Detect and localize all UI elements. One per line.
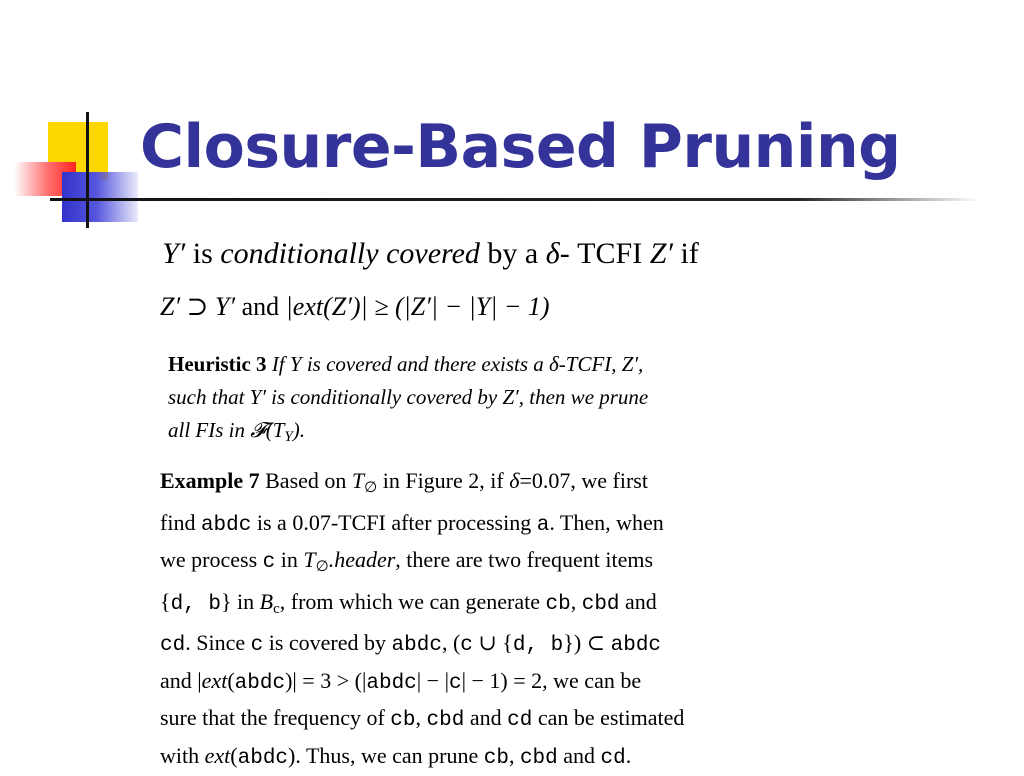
text-run: we process — [160, 547, 263, 572]
text-run: c — [251, 634, 264, 657]
text-run: . Then, when — [549, 510, 663, 535]
heuristic-label: Heuristic 3 — [168, 352, 267, 376]
example-line — [160, 701, 850, 739]
text-run: , — [571, 589, 582, 614]
slide-title: Closure-Based Pruning — [140, 112, 901, 182]
text-run: d, b — [513, 634, 563, 657]
text-run: c — [263, 551, 276, 574]
text-run: d, b — [171, 593, 221, 616]
text-run: | − | — [417, 668, 449, 693]
example-line — [160, 464, 850, 506]
text-run: can be estimated — [532, 705, 684, 730]
heuristic-text-1: If Y is covered and there exists a δ-TCFI, Z′, — [267, 352, 644, 376]
text-run: } in — [221, 589, 260, 614]
text-run: c — [273, 601, 280, 617]
text-run: if — [673, 237, 699, 270]
text-run: is a 0.07-TCFI after processing — [251, 510, 536, 535]
example-line — [160, 664, 850, 702]
text-run: Z′ — [650, 237, 673, 270]
text-run: c — [449, 672, 462, 695]
text-run: and — [235, 292, 286, 321]
text-run: { — [160, 589, 171, 614]
text-run: Y′ — [162, 237, 185, 270]
text-run: abdc — [201, 514, 251, 537]
text-run: ∅ — [316, 559, 329, 575]
text-run: | − 1) = 2, we can be — [462, 668, 642, 693]
text-run: , from which we can generate — [280, 589, 546, 614]
text-run: abdc — [366, 672, 416, 695]
title-underline — [50, 198, 980, 201]
example-line — [160, 585, 850, 627]
text-run: ext — [202, 668, 228, 693]
text-run: ( — [227, 668, 234, 693]
text-run: . Since — [185, 630, 250, 655]
example-block — [160, 464, 850, 776]
text-run: sure that the frequency of — [160, 705, 390, 730]
text-run: in Figure 2, if — [377, 468, 509, 493]
text-run: conditionally covered — [220, 237, 480, 270]
text-run: cb — [546, 593, 571, 616]
text-run: is — [185, 237, 220, 270]
text-run: cbd — [427, 709, 465, 732]
text-run: abdc — [235, 672, 285, 695]
text-run: δ — [546, 237, 560, 270]
logo-blue-square — [62, 172, 138, 222]
heuristic-line-2: such that Y′ is conditionally covered by Z′, then we prune — [168, 381, 848, 414]
definition-line-1 — [162, 234, 699, 274]
text-run: - TCFI — [560, 237, 650, 270]
text-run: find — [160, 510, 201, 535]
text-run: ext — [205, 743, 231, 768]
text-run: ( — [230, 743, 237, 768]
text-run: in — [275, 547, 303, 572]
text-run: abdc — [611, 634, 661, 657]
text-run: and | — [160, 668, 202, 693]
text-run: abdc — [392, 634, 442, 657]
text-run: B — [260, 589, 273, 614]
text-run: cb — [484, 747, 509, 770]
text-run: ∅ — [364, 480, 377, 496]
text-run: with — [160, 743, 205, 768]
text-run: δ — [509, 468, 519, 493]
text-run: , there are two frequent items — [395, 547, 653, 572]
text-run: a — [537, 514, 550, 537]
example-line — [160, 543, 850, 585]
text-run: , — [416, 705, 427, 730]
text-run: and — [620, 589, 657, 614]
text-run: cd — [601, 747, 626, 770]
text-run: ∪ { — [473, 630, 513, 655]
text-run: )| = 3 > (| — [285, 668, 366, 693]
definition-line-2 — [160, 288, 550, 326]
text-run: Based on — [260, 468, 352, 493]
heuristic-text-3-end: ). — [293, 418, 305, 442]
example-line — [160, 626, 850, 664]
heuristic-text-3: all FIs in 𝓕(T — [168, 418, 284, 442]
text-run: cd — [507, 709, 532, 732]
heuristic-subscript: Y — [284, 429, 292, 445]
text-run: and — [464, 705, 507, 730]
text-run: T — [303, 547, 315, 572]
text-run: ). Thus, we can prune — [288, 743, 484, 768]
text-run: abdc — [238, 747, 288, 770]
text-run: cb — [390, 709, 415, 732]
text-run: =0.07, we first — [519, 468, 648, 493]
text-run: by a — [480, 237, 546, 270]
text-run: Example 7 — [160, 468, 260, 493]
example-line — [160, 506, 850, 544]
text-run: cd — [160, 634, 185, 657]
text-run: Z′ ⊃ Y′ — [160, 292, 235, 321]
text-run: .header — [329, 547, 396, 572]
heuristic-line-1 — [168, 348, 848, 381]
heuristic-block — [168, 348, 848, 454]
text-run: , — [509, 743, 520, 768]
text-run: cbd — [520, 747, 558, 770]
text-run: is covered by — [263, 630, 391, 655]
text-run: cbd — [582, 593, 620, 616]
text-run: |ext(Z′)| ≥ (|Z′| − |Y| − 1) — [286, 292, 550, 321]
heuristic-line-3 — [168, 414, 848, 454]
text-run: c — [460, 634, 473, 657]
text-run: }) ⊂ — [563, 630, 610, 655]
text-run: T — [352, 468, 364, 493]
text-run: , ( — [442, 630, 460, 655]
text-run: and — [558, 743, 601, 768]
logo-vertical-line — [86, 112, 89, 228]
example-line — [160, 739, 850, 776]
text-run: . — [626, 743, 632, 768]
